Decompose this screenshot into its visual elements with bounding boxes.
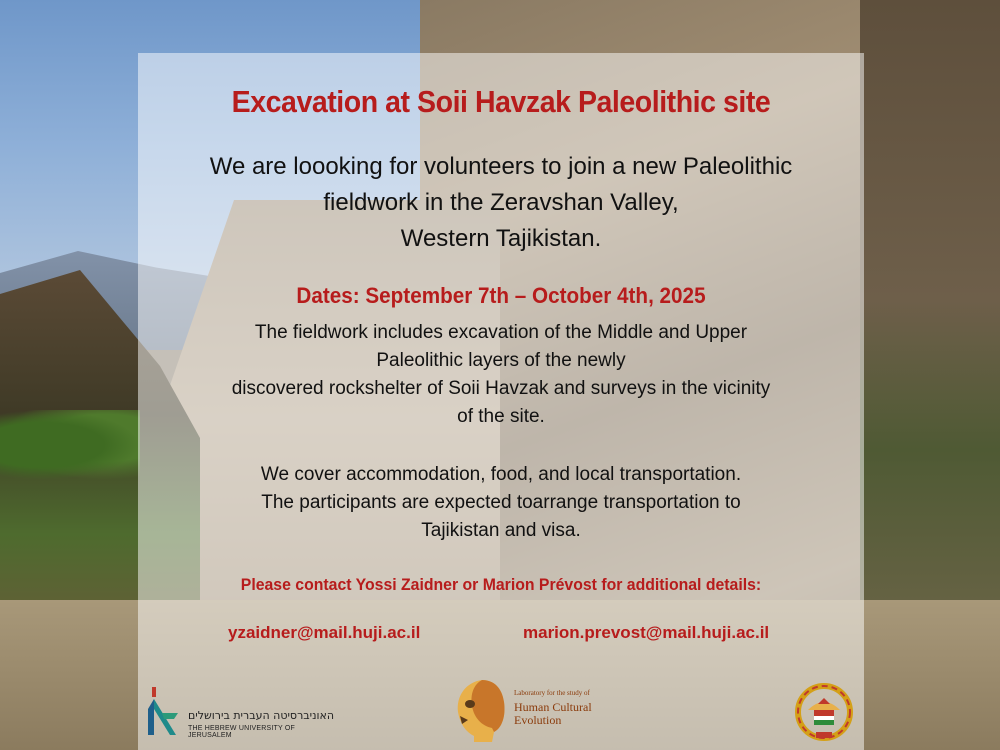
coverage-line: The participants are expected toarrange transportation to (261, 492, 741, 513)
poster-content (138, 53, 864, 750)
email-link-prevost[interactable]: marion.prevost@mail.huji.ac.il (523, 623, 770, 642)
poster-title: Excavation at Soii Havzak Paleolithic site (231, 84, 771, 119)
intro-line: We are loooking for volunteers to join a new Paleolithic (209, 153, 793, 180)
coverage-line: We cover accommodation, food, and local transportation. (260, 464, 742, 485)
description-line: discovered rockshelter of Soii Havzak and surveys in the vicinity (231, 378, 771, 399)
email-link-zaidner[interactable]: yzaidner@mail.huji.ac.il (228, 623, 421, 642)
dates-heading: Dates: September 7th – October 4th, 2025 (296, 283, 706, 308)
intro-line: Western Tajikistan. (400, 225, 602, 252)
description-text (138, 319, 864, 431)
skull-profile-icon (452, 676, 510, 744)
huji-hebrew-name: האוניברסיטה העברית בירושלים (188, 709, 335, 722)
lab-name-line: Human Cultural (514, 700, 592, 714)
hebrew-university-logo (148, 683, 338, 743)
intro-line: fieldwork in the Zeravshan Valley, (323, 189, 679, 216)
contact-heading: Please contact Yossi Zaidner or Marion Prévost for additional details: (240, 575, 762, 594)
coverage-text (138, 461, 864, 545)
intro-text (138, 149, 864, 257)
tajikistan-emblem (794, 680, 854, 744)
description-line: The fieldwork includes excavation of the Middle and Upper (254, 322, 748, 343)
description-line: Paleolithic layers of the newly (376, 350, 626, 371)
description-line: of the site. (457, 406, 545, 427)
coverage-line: Tajikistan and visa. (421, 520, 581, 541)
lab-name-line: Evolution (514, 713, 562, 727)
huji-emblem-icon (148, 683, 182, 739)
lab-subtitle: Laboratory for the study of (514, 689, 590, 697)
lab-name (514, 701, 592, 727)
huji-english-name: THE HEBREW UNIVERSITY OF JERUSALEM (188, 725, 295, 739)
human-cultural-evolution-lab-logo (452, 676, 622, 746)
trees (0, 410, 140, 480)
tajikistan-emblem-icon (794, 680, 854, 744)
